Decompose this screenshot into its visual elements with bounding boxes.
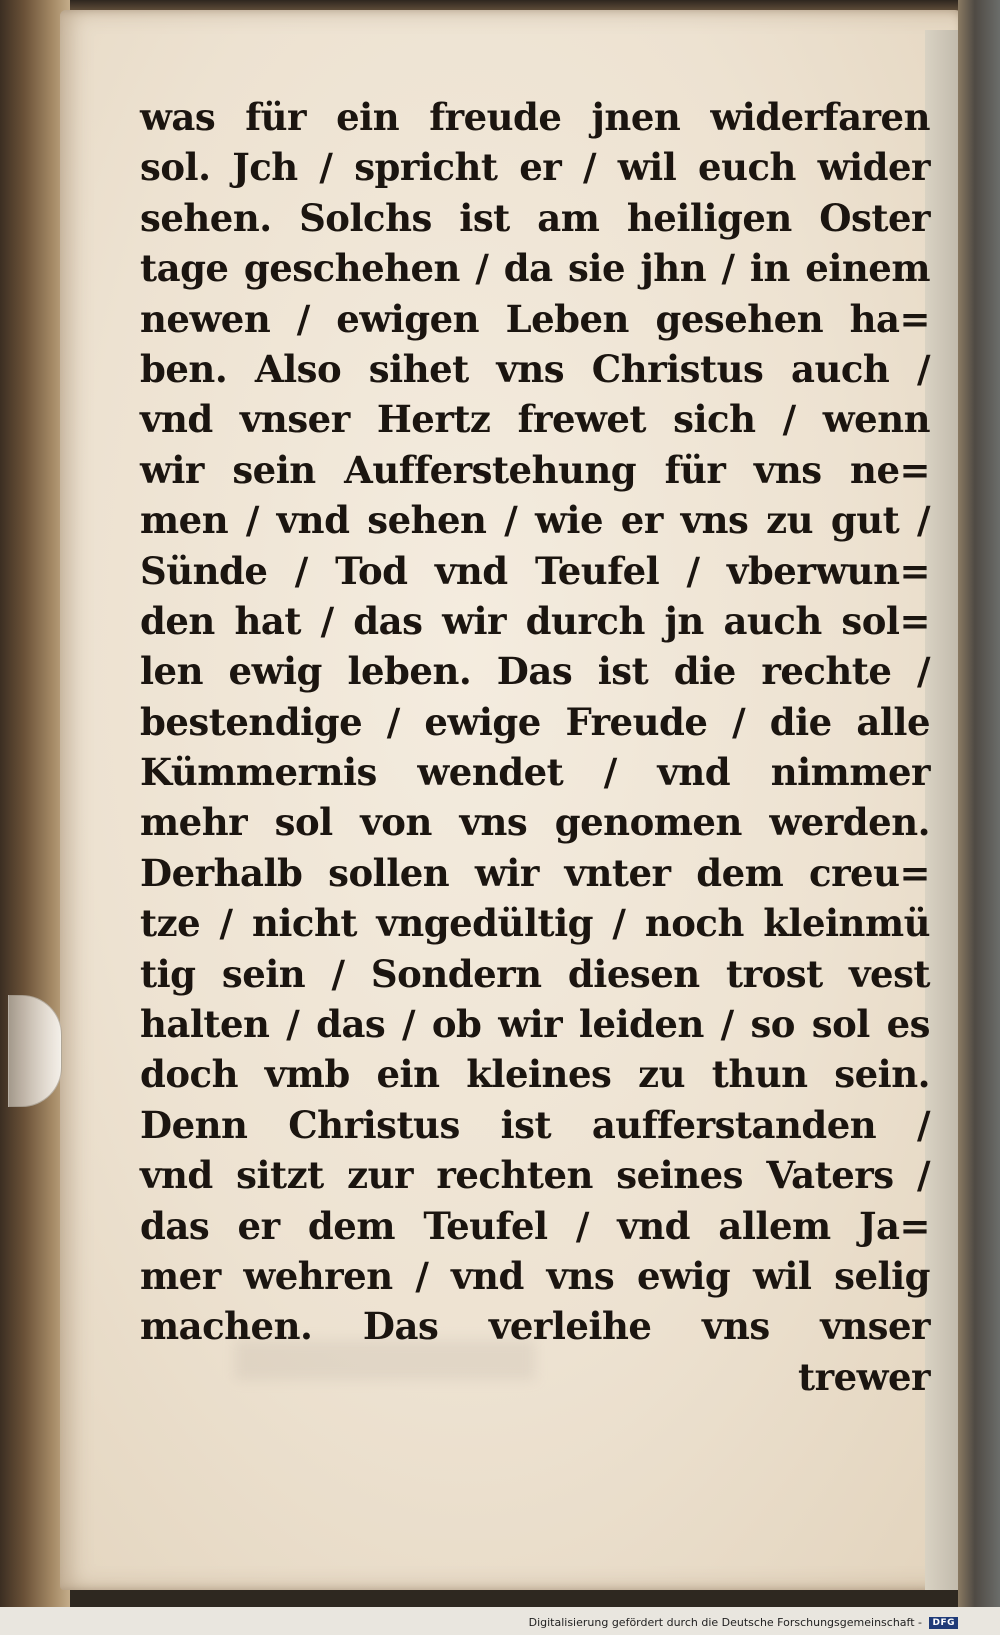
text-line: Sünde / Tod vnd Teufel / vberwun= [140, 548, 930, 593]
text-line: mehr sol von vns genomen werden. [140, 800, 930, 845]
text-line: Derhalb sollen wir vnter dem creu= [140, 850, 930, 895]
text-line: sehen. Solchs ist am heiligen Oster [140, 195, 930, 240]
catchword: trewer [797, 1354, 930, 1399]
text-line: was für ein freude jnen widerfaren [140, 95, 930, 139]
text-line: sol. Jch / spricht er / wil euch wider [140, 145, 930, 190]
text-line: doch vmb ein kleines zu thun sein. [140, 1052, 930, 1097]
text-line: mer wehren / vnd vns ewig wil selig [140, 1253, 930, 1298]
right-edge [958, 0, 1000, 1635]
text-line: den hat / das wir durch jn auch sol= [140, 598, 930, 643]
text-line: ben. Also sihet vns Christus auch / [140, 346, 930, 391]
text-line: wir sein Aufferstehung für vns ne= [140, 447, 930, 492]
digitization-credit [529, 1616, 958, 1629]
text-line: tze / nicht vngedültig / noch kleinmü [140, 901, 930, 946]
text-line: vnd sitzt zur rechten seines Vaters / [140, 1153, 930, 1198]
text-line: vnd vnser Hertz frewet sich / wenn [140, 397, 930, 442]
text-line: das er dem Teufel / vnd allem Ja= [140, 1203, 930, 1248]
page-clip [8, 995, 62, 1107]
text-line: halten / das / ob wir leiden / so sol es [140, 1002, 930, 1047]
text-line: machen. Das verleihe vns vnser [140, 1304, 930, 1349]
dfg-logo: DFG [929, 1617, 958, 1629]
credit-text: Digitalisierung gefördert durch die Deutsche Forschungsgemeinschaft - [528, 1616, 922, 1629]
text-line: men / vnd sehen / wie er vns zu gut / [140, 498, 930, 543]
page-text-block [140, 92, 930, 1402]
text-line: tage geschehen / da sie jhn / in einem [140, 246, 930, 291]
text-line: bestendige / ewige Freude / die alle [140, 699, 930, 744]
text-line: newen / ewigen Leben gesehen ha= [140, 296, 930, 341]
text-line: len ewig leben. Das ist die rechte / [140, 649, 930, 694]
text-line: Kümmernis wendet / vnd nimmer [140, 750, 930, 795]
text-line: tig sein / Sondern diesen trost vest [140, 951, 930, 996]
text-line: Denn Christus ist aufferstanden / [140, 1102, 930, 1147]
